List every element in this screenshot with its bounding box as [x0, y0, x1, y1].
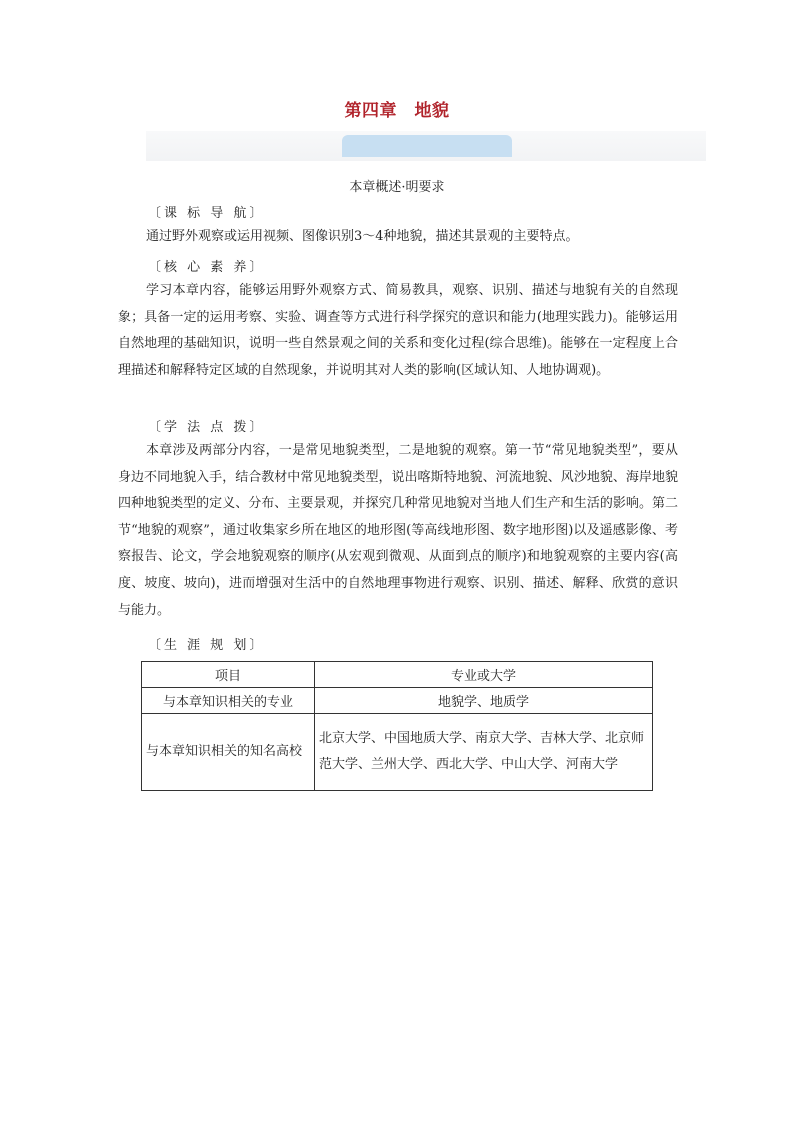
title-banner-tab — [342, 135, 512, 157]
table-header-cell: 项目 — [142, 662, 315, 688]
curriculum-label: 〔课 标 导 航〕 — [148, 206, 266, 221]
overview-heading: 本章概述·明要求 — [349, 180, 445, 195]
table-header-cell: 专业或大学 — [315, 662, 653, 688]
table-cell: 北京大学、中国地质大学、南京大学、吉林大学、北京师范大学、兰州大学、西北大学、中山大学、河南大学 — [315, 714, 653, 791]
table-cell: 地貌学、地质学 — [315, 688, 653, 714]
career-label: 〔生 涯 规 划〕 — [148, 638, 266, 653]
career-table — [141, 661, 653, 791]
literacy-label: 〔核 心 素 养〕 — [148, 260, 266, 275]
method-text: 本章涉及两部分内容，一是常见地貌类型，二是地貌的观察。第一节“常见地貌类型”，要从身边不同地貌入手，结合教材中常见地貌类型，说出喀斯特地貌、河流地貌、风沙地貌、海岸地貌四种地貌类型的定义、分布、主要景观，并探究几种常见地貌对当地人们生产和生活的影响。第二节“地貌的观察”，通过收集家乡所在地区的地形图(等高线地形图、数字地形图)以及遥感影像、考察报告、论文，学会地貌观察的顺序(从宏观到微观、从面到点的顺序)和地貌观察的主要内容(高度、坡度、坡向)，进而增强对生活中的自然地理事物进行观察、识别、描述、解释、欣赏的意识与能力。 — [118, 443, 678, 618]
table-cell: 与本章知识相关的专业 — [142, 688, 315, 714]
curriculum-text: 通过野外观察或运用视频、图像识别3～4种地貌，描述其景观的主要特点。 — [146, 229, 579, 244]
chapter-title: 第四章 地貌 — [344, 101, 450, 121]
table-row — [142, 714, 653, 791]
table-row — [142, 688, 653, 714]
table-header-row — [142, 662, 653, 688]
literacy-text: 学习本章内容，能够运用野外观察方式、简易教具，观察、识别、描述与地貌有关的自然现象；具备一定的运用考察、实验、调查等方式进行科学探究的意识和能力(地理实践力)。能够运用自然地理的基础知识，说明一些自然景观之间的关系和变化过程(综合思维)。能够在一定程度上合理描述和解释特定区域的自然现象，并说明其对人类的影响(区域认知、人地协调观)。 — [118, 283, 678, 378]
method-label: 〔学 法 点 拨〕 — [148, 420, 266, 435]
table-cell: 与本章知识相关的知名高校 — [142, 714, 315, 791]
